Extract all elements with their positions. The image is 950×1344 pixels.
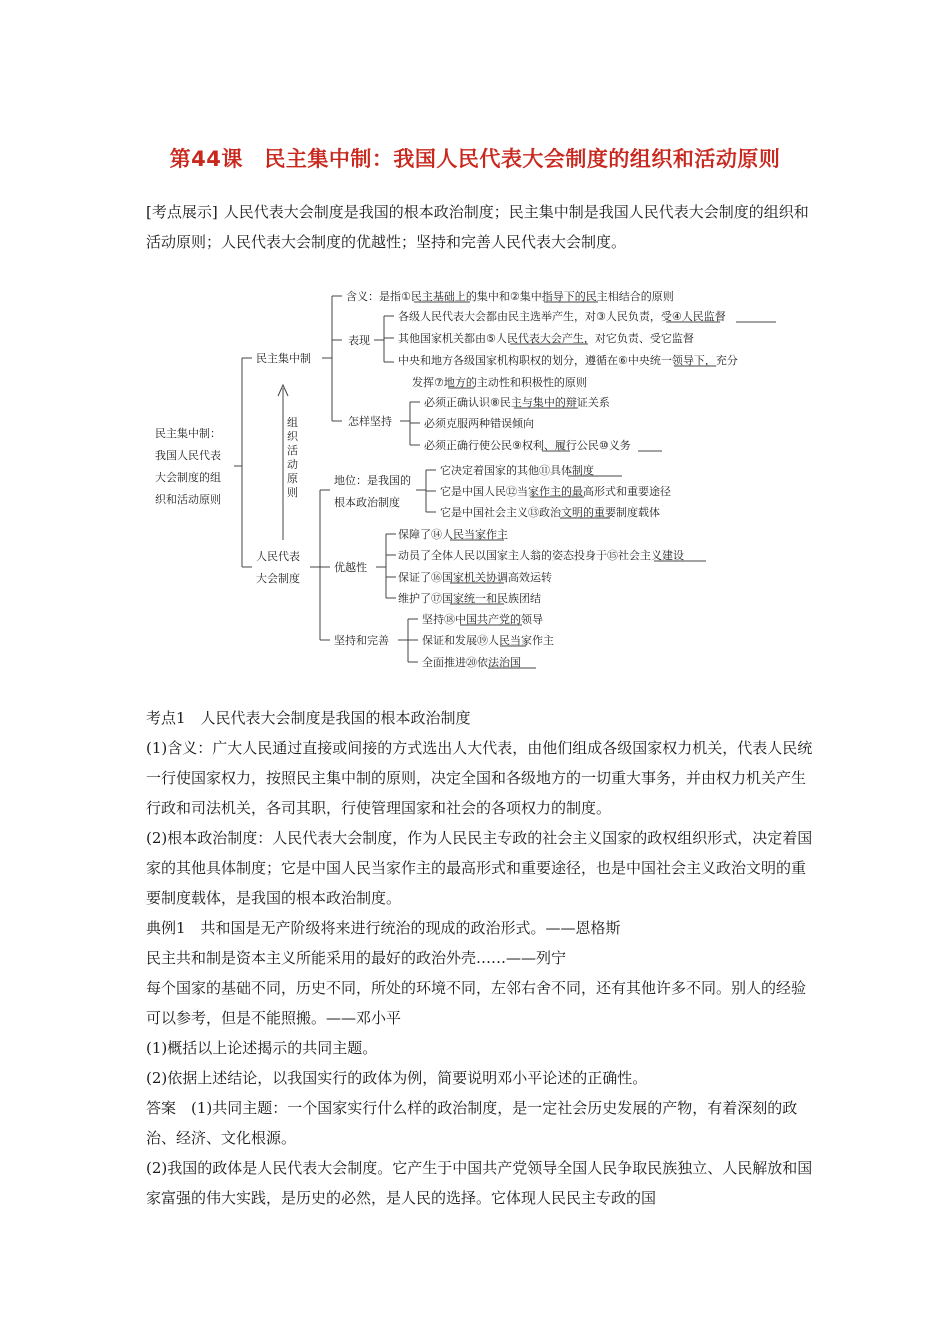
root-line: 大会制度的组: [155, 471, 221, 484]
uphold-improve-1: 坚持⑱中国共产党的领导: [422, 613, 543, 626]
example-quote: 典例1 共和国是无产阶级将来进行统治的现成的政治形式。——恩格斯: [146, 919, 621, 937]
manifestation-2: 其他国家机关都由⑤人民代表大会产生，对它负责、受它监督: [398, 332, 694, 345]
root-line: 我国人民代表: [155, 449, 221, 462]
branch-npc-system-line2: 大会制度: [256, 572, 300, 585]
uphold-2: 必须克服两种错误倾向: [424, 417, 534, 430]
svg-text:组: 组: [287, 416, 298, 429]
superiority-1: 保障了⑭人民当家作主: [398, 528, 508, 541]
svg-text:原: 原: [287, 472, 298, 485]
page-title: 第44课 民主集中制：我国人民代表大会制度的组织和活动原则: [169, 147, 781, 171]
paragraph: (2)根本政治制度：人民代表大会制度，作为人民民主专政的社会主义国家的政权组织形式，决定着国家的其他具体制度；它是中国人民当家作主的最高形式和重要途径，也是中国社会主义政治文明的重要制度载体，是我国的根本政治制度。: [146, 829, 813, 907]
node-status-line1: 地位：是我国的: [334, 474, 411, 487]
uphold-3: 必须正确行使公民⑨权利、履行公民⑩义务: [424, 439, 631, 452]
manifestation-3a: 中央和地方各级国家机构职权的划分，遵循在⑥中央统一领导下，充分: [398, 354, 738, 367]
answer: (2)我国的政体是人民代表大会制度。它产生于中国共产党领导全国人民争取民族独立、人民解放和国家富强的伟大实践，是历史的必然，是人民的选择。它体现人民民主专政的国: [146, 1159, 813, 1207]
uphold-improve-2: 保证和发展⑲人民当家作主: [422, 634, 554, 647]
uphold-1: 必须正确认识⑧民主与集中的辩证关系: [424, 396, 610, 409]
root-node: [155, 426, 221, 506]
svg-text:则: 则: [287, 486, 298, 499]
root-line: 民主集中制：: [155, 427, 221, 440]
root-line: 织和活动原则: [155, 493, 221, 506]
status-3: 它是中国社会主义⑬政治文明的重要制度载体: [440, 506, 660, 519]
branch-npc-system-line1: 人民代表: [256, 550, 300, 563]
node-superiority: 优越性: [334, 561, 367, 574]
superiority-2: 动员了全体人民以国家主人翁的姿态投身于⑮社会主义建设: [398, 549, 684, 562]
svg-text:活: 活: [287, 444, 298, 457]
superiority-3: 保证了⑯国家机关协调高效运转: [398, 571, 552, 584]
example-quote: 民主共和制是资本主义所能采用的最好的政治外壳……——列宁: [146, 949, 567, 967]
branch-democratic-centralism: 民主集中制: [256, 352, 311, 365]
arrow-label: [287, 416, 299, 499]
superiority-4: 维护了⑰国家统一和民族团结: [398, 592, 541, 605]
status-1: 它决定着国家的其他⑪具体制度: [440, 464, 594, 477]
uphold-improve-3: 全面推进⑳依法治国: [422, 656, 521, 669]
section-heading: 考点1 人民代表大会制度是我国的根本政治制度: [146, 709, 471, 727]
question: (1)概括以上论述揭示的共同主题。: [146, 1039, 378, 1057]
main-content: [146, 703, 816, 1213]
answer: 答案 (1)共同主题：一个国家实行什么样的政治制度，是一定社会历史发展的产物，有着深刻的政治、经济、文化根源。: [146, 1099, 798, 1147]
exam-point-tag: [考点展示]: [146, 203, 218, 221]
node-manifestation: 表现: [348, 334, 370, 347]
meaning-text: 含义：是指①民主基础上的集中和②集中指导下的民主相结合的原则: [346, 290, 674, 303]
manifestation-1: 各级人民代表大会都由民主选举产生，对③人民负责，受④人民监督: [398, 310, 726, 323]
svg-text:织: 织: [287, 430, 298, 443]
node-uphold-improve: 坚持和完善: [334, 634, 389, 647]
node-how-to-uphold: 怎样坚持: [348, 415, 392, 428]
example-quote: 每个国家的基础不同，历史不同，所处的环境不同，左邻右舍不同，还有其他许多不同。别人的经验可以参考，但是不能照搬。——邓小平: [146, 979, 807, 1027]
question: (2)依据上述结论，以我国实行的政体为例，简要说明邓小平论述的正确性。: [146, 1069, 648, 1087]
paragraph: (1)含义：广大人民通过直接或间接的方式选出人大代表，由他们组成各级国家权力机关，代表人民统一行使国家权力，按照民主集中制的原则，决定全国和各级地方的一切重大事务，并由权力机关产生行政和司法机关，各司其职，行使管理国家和社会的各项权力的制度。: [146, 739, 813, 817]
manifestation-3b: 发挥⑦地方的主动性和积极性的原则: [412, 376, 587, 389]
status-2: 它是中国人民⑫当家作主的最高形式和重要途径: [440, 485, 671, 498]
node-status-line2: 根本政治制度: [334, 496, 400, 509]
intro-text: 人民代表大会制度是我国的根本政治制度；民主集中制是我国人民代表大会制度的组织和活动原则；人民代表大会制度的优越性；坚持和完善人民代表大会制度。: [146, 203, 809, 251]
svg-text:动: 动: [287, 458, 298, 471]
